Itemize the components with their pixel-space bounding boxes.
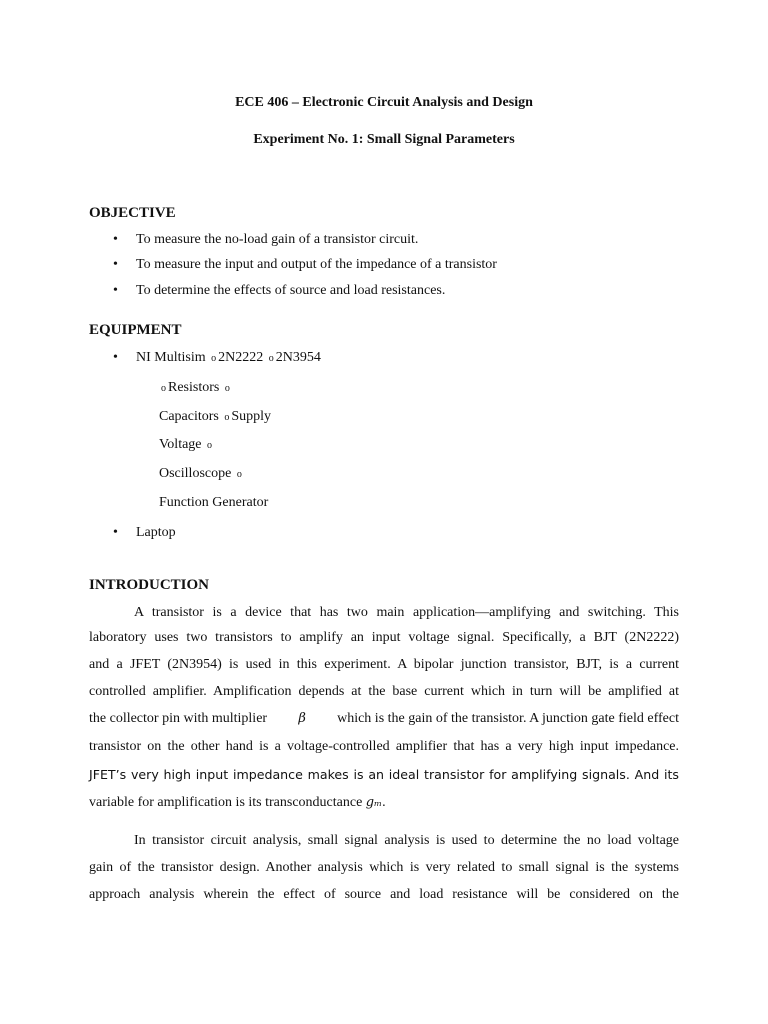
paragraph-line: In transistor circuit analysis, small signal analysis is used to determine the no load voltage <box>134 833 679 848</box>
bullet: • <box>113 350 118 365</box>
objective-heading: OBJECTIVE <box>89 205 176 221</box>
paragraph-line: A transistor is a device that has two main application—amplifying and switching. This <box>134 605 679 620</box>
paragraph-line: variable for amplification is its transconductance gₘ. <box>89 795 386 810</box>
sub-bullet-icon: o <box>268 353 274 364</box>
bullet: • <box>113 257 118 272</box>
sub-bullet-icon: o <box>211 353 217 364</box>
sub-bullet-icon: o <box>236 469 242 480</box>
bullet: • <box>113 232 118 247</box>
gm-symbol: gₘ <box>365 795 383 810</box>
sub-bullet-icon: o <box>224 412 230 423</box>
paragraph-line: gain of the transistor design. Another analysis which is very related to small signal is the systems <box>89 860 679 875</box>
experiment-title: Experiment No. 1: Small Signal Parameters <box>253 132 515 147</box>
bullet: • <box>113 283 118 298</box>
equipment-sub-line: Oscilloscope o <box>159 466 242 481</box>
sub-bullet-icon: o <box>207 440 213 451</box>
course-title: ECE 406 – Electronic Circuit Analysis and Design <box>235 95 533 110</box>
equipment-item: • Laptop <box>113 525 176 540</box>
paragraph-line: controlled amplifier. Amplification depends at the base current which in turn will be amplified at <box>89 684 679 699</box>
paragraph-line: transistor on the other hand is a voltage-controlled amplifier that has a very high input impedance. <box>89 739 679 754</box>
equipment-sub-line: Capacitors o Supply <box>159 409 272 424</box>
equipment-sub-line: o Resistors o <box>161 380 230 395</box>
introduction-heading: INTRODUCTION <box>89 577 210 593</box>
equipment-heading: EQUIPMENT <box>89 322 182 338</box>
objective-item: • To measure the input and output of the impedance of a transistor <box>113 257 497 272</box>
objective-item: • To measure the no-load gain of a transistor circuit. <box>113 232 419 247</box>
sub-bullet-icon: o <box>161 383 166 394</box>
paragraph-line: approach analysis wherein the effect of source and load resistance will be considered on the <box>89 887 679 902</box>
equipment-item: • NI Multisim o 2N2222 o 2N3954 <box>113 350 321 365</box>
paragraph-line: JFET’s very high input impedance makes is an ideal transistor for amplifying signals. And its <box>89 767 679 782</box>
equipment-sub-line: Function Generator <box>159 495 269 510</box>
objective-item: • To determine the effects of source and load resistances. <box>113 283 446 298</box>
paragraph-line: the collector pin with multiplier β which is the gain of the transistor. A junction gate field effect <box>89 711 679 726</box>
beta-symbol: β <box>298 711 306 726</box>
bullet: • <box>113 525 118 540</box>
paragraph-line: laboratory uses two transistors to amplify an input voltage signal. Specifically, a BJT (2N2222) <box>89 630 679 645</box>
paragraph-line: and a JFET (2N3954) is used in this experiment. A bipolar junction transistor, BJT, is a current <box>89 657 679 672</box>
equipment-sub-line: Voltage o <box>159 437 213 452</box>
sub-bullet-icon: o <box>224 383 230 394</box>
